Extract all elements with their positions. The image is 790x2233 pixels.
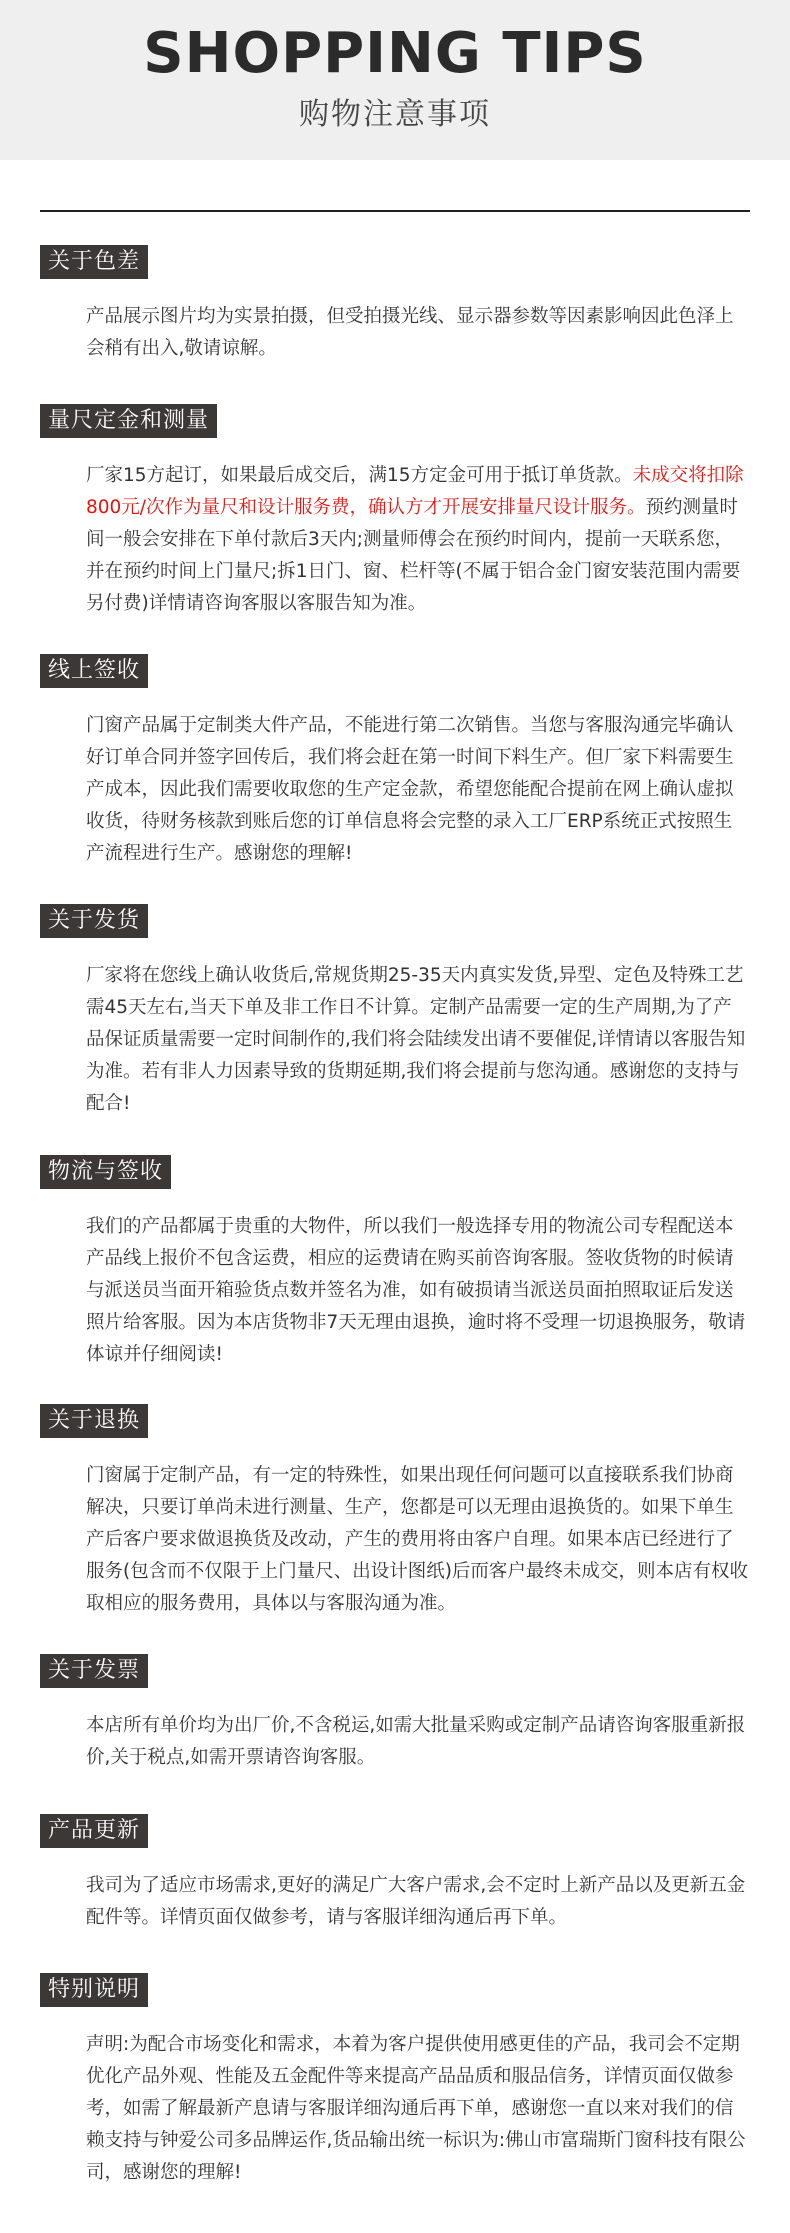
- page-title-cn: 购物注意事项: [299, 97, 491, 132]
- section-text: 本店所有单价均为出厂价,不含税运,如需大批量采购或定制产品请咨询客服重新报价,关于税点,如需开票请咨询客服。: [86, 1715, 746, 1768]
- section-title: 关于退换: [40, 1404, 148, 1438]
- section-text-normal: 预约测量时间一般会安排在下单付款后3天内;测量师傅会在预约时间内，提前一天联系您，并在预约时间上门量尺;拆1日门、窗、栏杆等(不属于铝合金门窗安装范围内需要另付费)详情请咨询客服以客服告知为准。: [86, 497, 741, 614]
- section-title: 物流与签收: [40, 1155, 171, 1189]
- section-title: 产品更新: [40, 1814, 148, 1848]
- section-title: 关于发货: [40, 904, 148, 938]
- section-text: 门窗属于定制产品，有一定的特殊性，如果出现任何问题可以直接联系我们协商解决，只要订单尚未进行测量、生产，您都是可以无理由退换货的。如果下单生产后客户要求做退换货及改动，产生的费用将由客户自理。如果本店已经进行了服务(包含而不仅限于上门量尺、出设计图纸)后而客户最终未成交，则本店有权收取相应的服务费用，具体以与客服沟通为准。: [86, 1465, 748, 1614]
- section-text: 门窗产品属于定制类大件产品，不能进行第二次销售。当您与客服沟通完毕确认好订单合同并签字回传后，我们将会赶在第一时间下料生产。但厂家下料需要生产成本，因此我们需要收取您的生产定金款，希望您能配合提前在网上确认虚拟收货，待财务核款到账后您的订单信息将会完整的录入工厂ERP系统正式按照生产流程进行生产。感谢您的理解!: [86, 715, 734, 864]
- section-text: 产品展示图片均为实景拍摄，但受拍摄光线、显示器参数等因素影响因此色泽上会稍有出入,敬请谅解。: [86, 306, 734, 359]
- section-title: 量尺定金和测量: [40, 404, 217, 438]
- section-text: 我司为了适应市场需求,更好的满足广大客户需求,会不定时上新产品以及更新五金配件等。详情页面仅做参考，请与客服详细沟通后再下单。: [86, 1875, 746, 1928]
- divider-line: [40, 210, 750, 212]
- section-text-normal: 厂家15方起订，如果最后成交后，满15方定金可用于抵订单货款。: [86, 465, 633, 486]
- section-text: [86, 460, 750, 620]
- page-header: [0, 0, 790, 160]
- page-title-en: SHOPPING TIPS: [143, 21, 647, 86]
- section-title: 关于色差: [40, 245, 148, 279]
- section-text: 厂家将在您线上确认收货后,常规货期25-35天内真实发货,异型、定色及特殊工艺需45天左右,当天下单及非工作日不计算。定制产品需要一定的生产周期,为了产品保证质量需要一定时间制作的,我们将会陆续发出请不要催促,详情请以客服告知为准。若有非人力因素导致的货期延期,我们将会提前与您沟通。感谢您的支持与配合!: [86, 965, 746, 1114]
- section-title: 线上签收: [40, 654, 148, 688]
- section-text: 声明:为配合市场变化和需求，本着为客户提供使用感更佳的产品，我司会不定期优化产品外观、性能及五金配件等来提高产品品质和服品信务，详情页面仅做参考，如需了解最新产息请与客服详细沟通后再下单，感谢您一直以来对我们的信赖支持与钟爱公司多品牌运作,货品输出统一标识为:佛山市富瑞斯门窗科技有限公司，感谢您的理解!: [86, 2034, 746, 2183]
- section-text-highlight: 未成交将扣除800元/次作为量尺和设计服务费，确认方才开展安排量尺设计服务。: [86, 465, 744, 518]
- section-title: 关于发票: [40, 1654, 148, 1688]
- section-text: 我们的产品都属于贵重的大物件，所以我们一般选择专用的物流公司专程配送本产品线上报价不包含运费，相应的运费请在购买前咨询客服。签收货物的时候请与派送员当面开箱验货点数并签名为准，如有破损请当派送员面拍照取证后发送照片给客服。因为本店货物非7天无理由退换，逾时将不受理一切退换服务，敬请体谅并仔细阅读!: [86, 1216, 746, 1365]
- section-title: 特别说明: [40, 1973, 148, 2007]
